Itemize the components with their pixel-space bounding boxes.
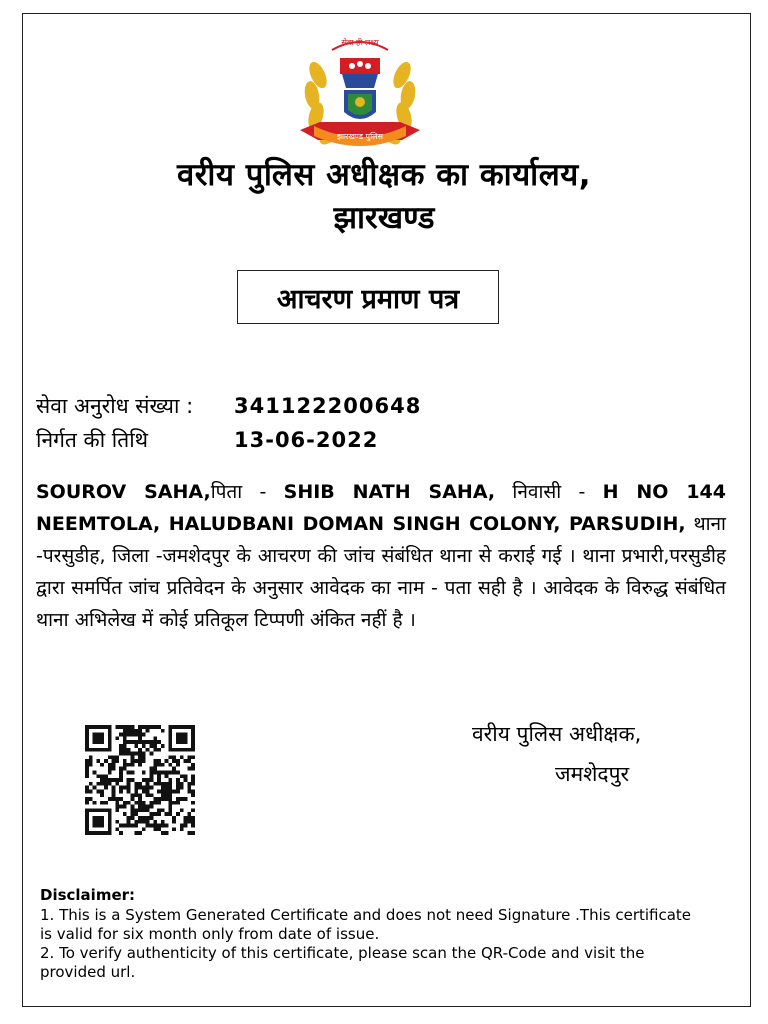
service-request-value: 341122200648 xyxy=(234,394,422,418)
emblem-motto: सेवा ही लक्ष्य xyxy=(341,38,379,47)
service-request-label: सेवा अनुरोध संख्या : xyxy=(36,394,194,418)
signatory-location: जमशेदपुर xyxy=(555,762,630,786)
certificate-title: आचरण प्रमाण पत्र xyxy=(276,283,460,315)
jharkhand-police-emblem xyxy=(290,30,430,160)
issue-date-value: 13-06-2022 xyxy=(234,428,379,452)
qr-modules xyxy=(85,725,195,835)
office-title: वरीय पुलिस अधीक्षक का कार्यालय, xyxy=(177,157,591,193)
address-label: निवासी - xyxy=(495,481,603,503)
applicant-name: SOUROV SAHA, xyxy=(36,481,211,503)
issue-date-row xyxy=(36,426,378,454)
certificate-title-box xyxy=(237,270,499,324)
issue-date-label: निर्गत की तिथि xyxy=(36,428,149,452)
office-state: झारखण्ड xyxy=(333,200,435,236)
service-request-row xyxy=(36,392,421,420)
certificate-body xyxy=(36,476,726,636)
disclaimer-title: Disclaimer: xyxy=(40,886,136,904)
verification-statement: थाना -परसुडीह, जिला -जमशेदपुर के आचरण की जांच संबंधित थाना से कराई गई । थाना प्रभारी,परसुडीह द्वारा समर्पित जांच प्रतिवेदन के अनुसार आवेदक का नाम - पता सही है । आवेदक के विरुद्ध संबंधित थाना अभिलेख में कोई प्रतिकूल टिप्पणी अंकित नहीं है । xyxy=(36,513,726,631)
disclaimer-text xyxy=(40,906,700,982)
disclaimer-item-1: 1. This is a System Generated Certificate and does not need Signature .This certificate is valid for six month only from date of issue. xyxy=(40,906,692,943)
disclaimer-item-2: 2. To verify authenticity of this certificate, please scan the QR-Code and visit the provided url. xyxy=(40,944,645,981)
verification-qr-code[interactable] xyxy=(85,724,195,836)
signatory-title: वरीय पुलिस अधीक्षक, xyxy=(472,722,642,746)
father-name: SHIB NATH SAHA, xyxy=(283,481,496,503)
address: H NO 144 NEEMTOLA, HALUDBANI DOMAN SINGH COLONY, PARSUDIH, xyxy=(36,481,726,535)
father-label: पिता - xyxy=(210,481,284,503)
emblem-ribbon-text: झारखण्ड पुलिस xyxy=(336,132,384,141)
